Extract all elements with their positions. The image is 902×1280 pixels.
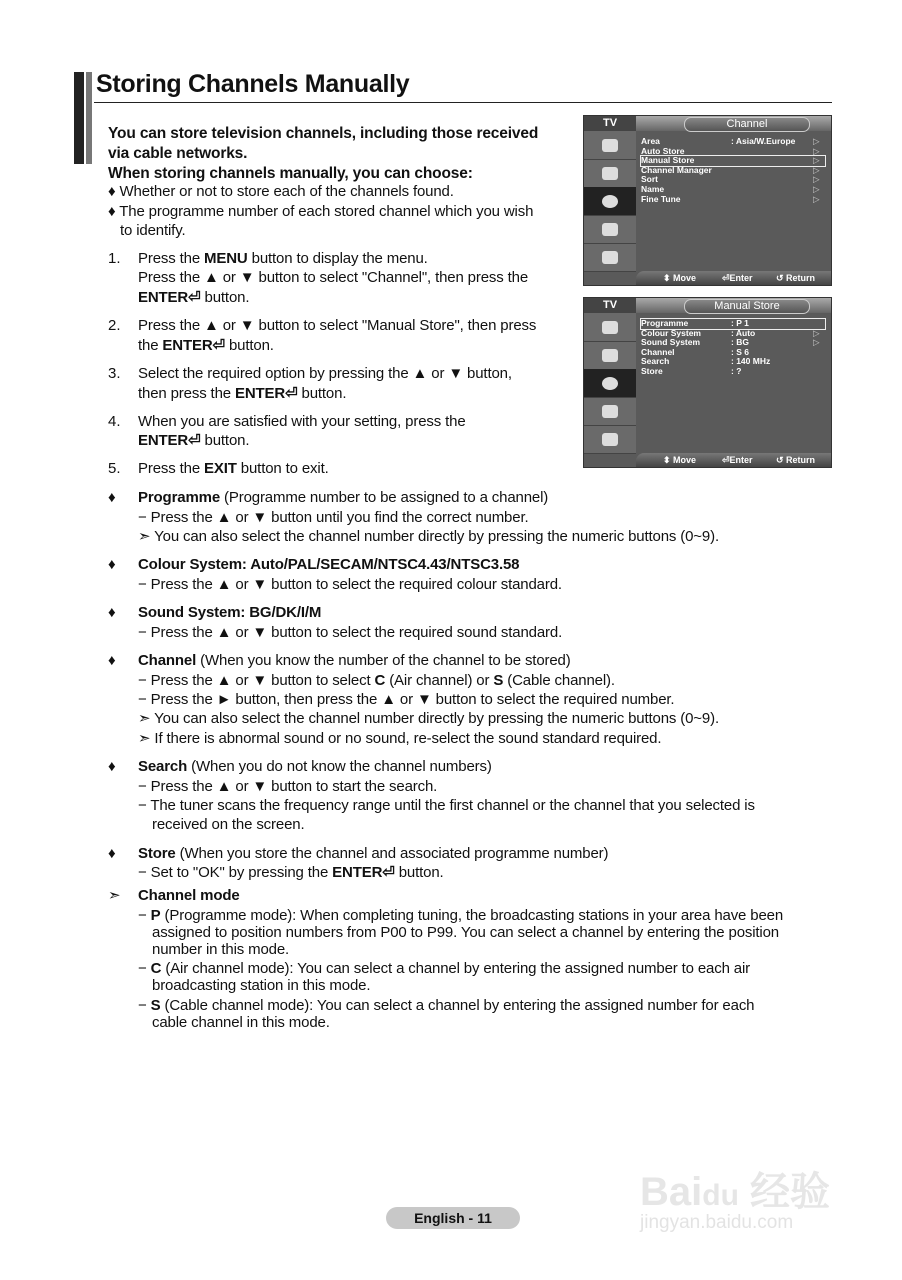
sound-icon[interactable] bbox=[584, 341, 636, 370]
menu-item-label: Manual Store bbox=[641, 155, 695, 166]
text: − Set to "OK" by pressing the bbox=[138, 864, 333, 881]
menu-item[interactable] bbox=[641, 366, 742, 377]
text-line bbox=[108, 165, 473, 183]
text: − Press the ▲ or ▼ button to select the required sound standard. bbox=[138, 624, 563, 641]
arrow-right-icon: ▷ bbox=[813, 136, 820, 146]
bold-text: Search bbox=[138, 758, 188, 775]
text-line bbox=[138, 797, 755, 815]
menu-item-label: Colour System bbox=[641, 327, 701, 338]
arrow-right-icon: ▷ bbox=[813, 327, 820, 338]
bold-text: ENTER⏎ bbox=[332, 864, 395, 881]
watermark-url: jingyan.baidu.com bbox=[640, 1212, 794, 1233]
text: broadcasting station in this mode. bbox=[152, 977, 371, 994]
text: Select the required option by pressing the ▲ or ▼ button, bbox=[138, 365, 512, 382]
channel-icon[interactable] bbox=[584, 187, 636, 216]
menu-item-label: Name bbox=[641, 184, 665, 194]
arrow-right-icon: ▷ bbox=[813, 184, 820, 194]
text: (Air channel mode): You can select a channel by entering the assigned number to each air bbox=[161, 960, 751, 977]
move-hint: ⬍ Move bbox=[663, 455, 697, 465]
bold-text: Colour System: Auto/PAL/SECAM/NTSC4.43/NTSC3.58 bbox=[138, 556, 520, 573]
menu-item-label: Store bbox=[641, 366, 663, 376]
text-line bbox=[138, 269, 528, 287]
text-line bbox=[138, 528, 719, 546]
section-bar bbox=[74, 72, 84, 164]
text: button. bbox=[200, 432, 250, 449]
bold-text: EXIT bbox=[204, 460, 237, 477]
picture-icon[interactable] bbox=[584, 131, 636, 160]
menu-item-label: Channel bbox=[641, 346, 675, 357]
arrow-right-icon: ▷ bbox=[813, 155, 820, 166]
text-line bbox=[108, 125, 538, 143]
text-line bbox=[138, 576, 562, 594]
text-line bbox=[138, 672, 615, 690]
tv-label: TV bbox=[584, 116, 636, 131]
text: received on the screen. bbox=[152, 816, 305, 833]
text-line bbox=[108, 203, 533, 221]
menu-item[interactable] bbox=[641, 193, 820, 205]
bold-text: ENTER⏎ bbox=[138, 432, 201, 449]
bold-text: ENTER⏎ bbox=[234, 385, 298, 402]
text-line bbox=[108, 145, 247, 163]
text: − Press the ▲ or ▼ button to select bbox=[138, 672, 375, 689]
arrow-right-icon: ▷ bbox=[813, 337, 820, 348]
menu-item-label: Sort bbox=[641, 174, 658, 185]
text: − bbox=[138, 960, 151, 977]
text: the bbox=[138, 337, 163, 354]
enter-hint: ⏎Enter bbox=[722, 455, 753, 465]
menu-category-sidebar bbox=[584, 313, 636, 453]
text: (Air channel) or bbox=[385, 672, 494, 689]
menu-item-label: Area bbox=[641, 136, 660, 146]
arrow-right-icon: ▷ bbox=[813, 193, 820, 204]
text-line bbox=[138, 691, 674, 709]
title-rule bbox=[94, 102, 832, 103]
text-line bbox=[138, 730, 661, 748]
text: − Press the ▲ or ▼ button to select the required colour standard. bbox=[138, 576, 562, 593]
text: (When you store the channel and associated programme number) bbox=[175, 845, 609, 862]
menu-tab-title: Manual Store bbox=[684, 299, 810, 314]
bold-text: S bbox=[493, 672, 504, 689]
bold-text: ENTER⏎ bbox=[162, 337, 225, 354]
menu-item-label: Search bbox=[641, 356, 670, 367]
text: ➣ You can also select the channel number directly by pressing the numeric buttons (0~9). bbox=[138, 528, 719, 545]
text: button. bbox=[297, 385, 347, 402]
menu-item-value: : Asia/W.Europe bbox=[731, 136, 796, 146]
text-line bbox=[138, 604, 321, 622]
enter-hint: ⏎Enter bbox=[722, 273, 753, 283]
menu-footer bbox=[636, 271, 831, 285]
bold-text: You can store television channels, including those received bbox=[108, 125, 539, 142]
text: (Cable channel). bbox=[503, 672, 615, 689]
text: number in this mode. bbox=[152, 941, 290, 958]
bold-text: P bbox=[150, 907, 161, 924]
list-marker: 4. bbox=[108, 413, 121, 430]
text-line bbox=[120, 222, 185, 240]
menu-item-label: Programme bbox=[641, 318, 689, 328]
input-icon[interactable] bbox=[584, 425, 636, 454]
text-line bbox=[152, 924, 779, 942]
move-hint: ⬍ Move bbox=[663, 273, 697, 283]
text-line bbox=[138, 778, 437, 796]
sound-icon[interactable] bbox=[584, 159, 636, 188]
bold-text: via cable networks. bbox=[108, 145, 248, 162]
text: (When you do not know the channel numbers) bbox=[187, 758, 492, 775]
text-line bbox=[152, 977, 370, 995]
return-hint: ↺ Return bbox=[776, 455, 816, 465]
list-marker: ♦ bbox=[108, 556, 116, 573]
text: (Cable channel mode): You can select a channel by entering the assigned number for each bbox=[160, 997, 755, 1014]
list-marker: ♦ bbox=[108, 652, 116, 669]
text-line bbox=[138, 710, 719, 728]
channel-icon[interactable] bbox=[584, 369, 636, 398]
text: − bbox=[138, 997, 151, 1014]
menu-item-value: : Auto bbox=[731, 327, 756, 338]
text: − Press the ▲ or ▼ button to start the search. bbox=[138, 778, 438, 795]
text: When you are satisfied with your setting, press the bbox=[138, 413, 466, 430]
text-line bbox=[138, 385, 346, 403]
text: ♦ The programme number of each stored channel which you wish bbox=[108, 203, 534, 220]
bold-text: S bbox=[150, 997, 161, 1014]
text: − The tuner scans the frequency range until the first channel or the channel that you selected is bbox=[138, 797, 755, 814]
text-line bbox=[138, 907, 783, 925]
text-line bbox=[138, 460, 329, 478]
text: ♦ Whether or not to store each of the channels found. bbox=[108, 183, 454, 200]
bold-text: ENTER⏎ bbox=[138, 289, 201, 306]
picture-icon[interactable] bbox=[584, 313, 636, 342]
text: (Programme number to be assigned to a channel) bbox=[220, 489, 549, 506]
text: Press the ▲ or ▼ button to select "Channel", then press the bbox=[138, 269, 529, 286]
list-marker: 5. bbox=[108, 460, 121, 477]
text: (Programme mode): When completing tuning, the broadcasting stations in your area have been bbox=[160, 907, 784, 924]
menu-category-sidebar bbox=[584, 131, 636, 271]
input-icon[interactable] bbox=[584, 243, 636, 272]
text-line bbox=[152, 816, 304, 834]
menu-tab-title: Channel bbox=[684, 117, 810, 132]
menu-item-label: Sound System bbox=[641, 337, 701, 348]
menu-item-value: : P 1 bbox=[731, 318, 749, 328]
text-line bbox=[138, 289, 249, 307]
text: button. bbox=[200, 289, 250, 306]
list-marker: 1. bbox=[108, 250, 121, 267]
list-marker: ♦ bbox=[108, 845, 116, 862]
bold-text: MENU bbox=[204, 250, 248, 267]
list-marker: 2. bbox=[108, 317, 121, 334]
bold-text: Sound System: BG/DK/I/M bbox=[138, 604, 322, 621]
text-line bbox=[138, 556, 519, 574]
text-line bbox=[138, 758, 492, 776]
list-marker: 3. bbox=[108, 365, 121, 382]
bold-text: Store bbox=[138, 845, 176, 862]
menu-item-label: Fine Tune bbox=[641, 193, 681, 204]
menu-footer bbox=[636, 453, 831, 467]
arrow-right-icon: ▷ bbox=[813, 174, 820, 185]
list-marker: ♦ bbox=[108, 758, 116, 775]
text: (When you know the number of the channel to be stored) bbox=[196, 652, 571, 669]
text: button. bbox=[224, 337, 274, 354]
text: assigned to position numbers from P00 to P99. You can select a channel by entering the position bbox=[152, 924, 780, 941]
text: − Press the ▲ or ▼ button until you find the correct number. bbox=[138, 509, 529, 526]
return-hint: ↺ Return bbox=[776, 273, 816, 283]
text: button. bbox=[394, 864, 444, 881]
text-line bbox=[138, 317, 536, 335]
list-marker: ♦ bbox=[108, 489, 116, 506]
text: Press the bbox=[138, 250, 205, 267]
setup-icon[interactable] bbox=[584, 215, 636, 244]
text-line bbox=[138, 960, 750, 978]
tv-label: TV bbox=[584, 298, 636, 313]
page-number: English - 11 bbox=[386, 1207, 520, 1229]
watermark-logo: Baidu 经验 bbox=[640, 1170, 831, 1214]
text: Press the ▲ or ▼ button to select "Manual Store", then press bbox=[138, 317, 537, 334]
arrow-right-icon: ▷ bbox=[813, 164, 820, 175]
text-line bbox=[138, 337, 274, 355]
list-marker: ➣ bbox=[108, 887, 121, 904]
setup-icon[interactable] bbox=[584, 397, 636, 426]
text-line bbox=[138, 509, 528, 527]
text-line bbox=[138, 864, 444, 882]
text: ➣ You can also select the channel number directly by pressing the numeric buttons (0~9). bbox=[138, 710, 719, 727]
menu-item-value: : BG bbox=[731, 337, 749, 348]
text-line bbox=[138, 997, 754, 1015]
tv-menu-channel bbox=[583, 115, 832, 286]
text: to identify. bbox=[120, 222, 186, 239]
text: − bbox=[138, 907, 151, 924]
bold-text: C bbox=[374, 672, 386, 689]
text: button to exit. bbox=[236, 460, 329, 477]
menu-item-value: : 140 MHz bbox=[731, 356, 771, 367]
text: cable channel in this mode. bbox=[152, 1014, 330, 1031]
list-marker: ♦ bbox=[108, 604, 116, 621]
text: − Press the ► button, then press the ▲ or ▼ button to select the required number. bbox=[138, 691, 675, 708]
text: button to display the menu. bbox=[247, 250, 428, 267]
bold-text: When storing channels manually, you can choose: bbox=[108, 165, 473, 182]
text-line bbox=[138, 887, 240, 905]
menu-item-label: Auto Store bbox=[641, 145, 685, 156]
text-line bbox=[138, 845, 608, 863]
menu-item-value: : S 6 bbox=[731, 346, 749, 357]
page-title: Storing Channels Manually bbox=[96, 70, 410, 98]
text: ➣ If there is abnormal sound or no sound, re-select the sound standard required. bbox=[138, 730, 662, 747]
section-bar-accent bbox=[86, 72, 92, 164]
tv-menu-manual-store bbox=[583, 297, 832, 468]
text-line bbox=[138, 432, 249, 450]
bold-text: C bbox=[150, 960, 162, 977]
text-line bbox=[138, 489, 548, 507]
menu-item-label: Channel Manager bbox=[641, 164, 712, 175]
bold-text: Programme bbox=[138, 489, 221, 506]
text-line bbox=[152, 1014, 330, 1032]
text-line bbox=[138, 250, 428, 268]
text-line bbox=[138, 624, 562, 642]
arrow-right-icon: ▷ bbox=[813, 145, 820, 156]
text: Press the bbox=[138, 460, 205, 477]
text-line bbox=[152, 941, 289, 959]
text-line bbox=[138, 365, 512, 383]
menu-item-value: : ? bbox=[731, 366, 742, 376]
bold-text: Channel bbox=[138, 652, 197, 669]
text-line bbox=[138, 413, 466, 431]
text-line bbox=[108, 183, 454, 201]
text: then press the bbox=[138, 385, 235, 402]
bold-text: Channel mode bbox=[138, 887, 240, 904]
text-line bbox=[138, 652, 571, 670]
